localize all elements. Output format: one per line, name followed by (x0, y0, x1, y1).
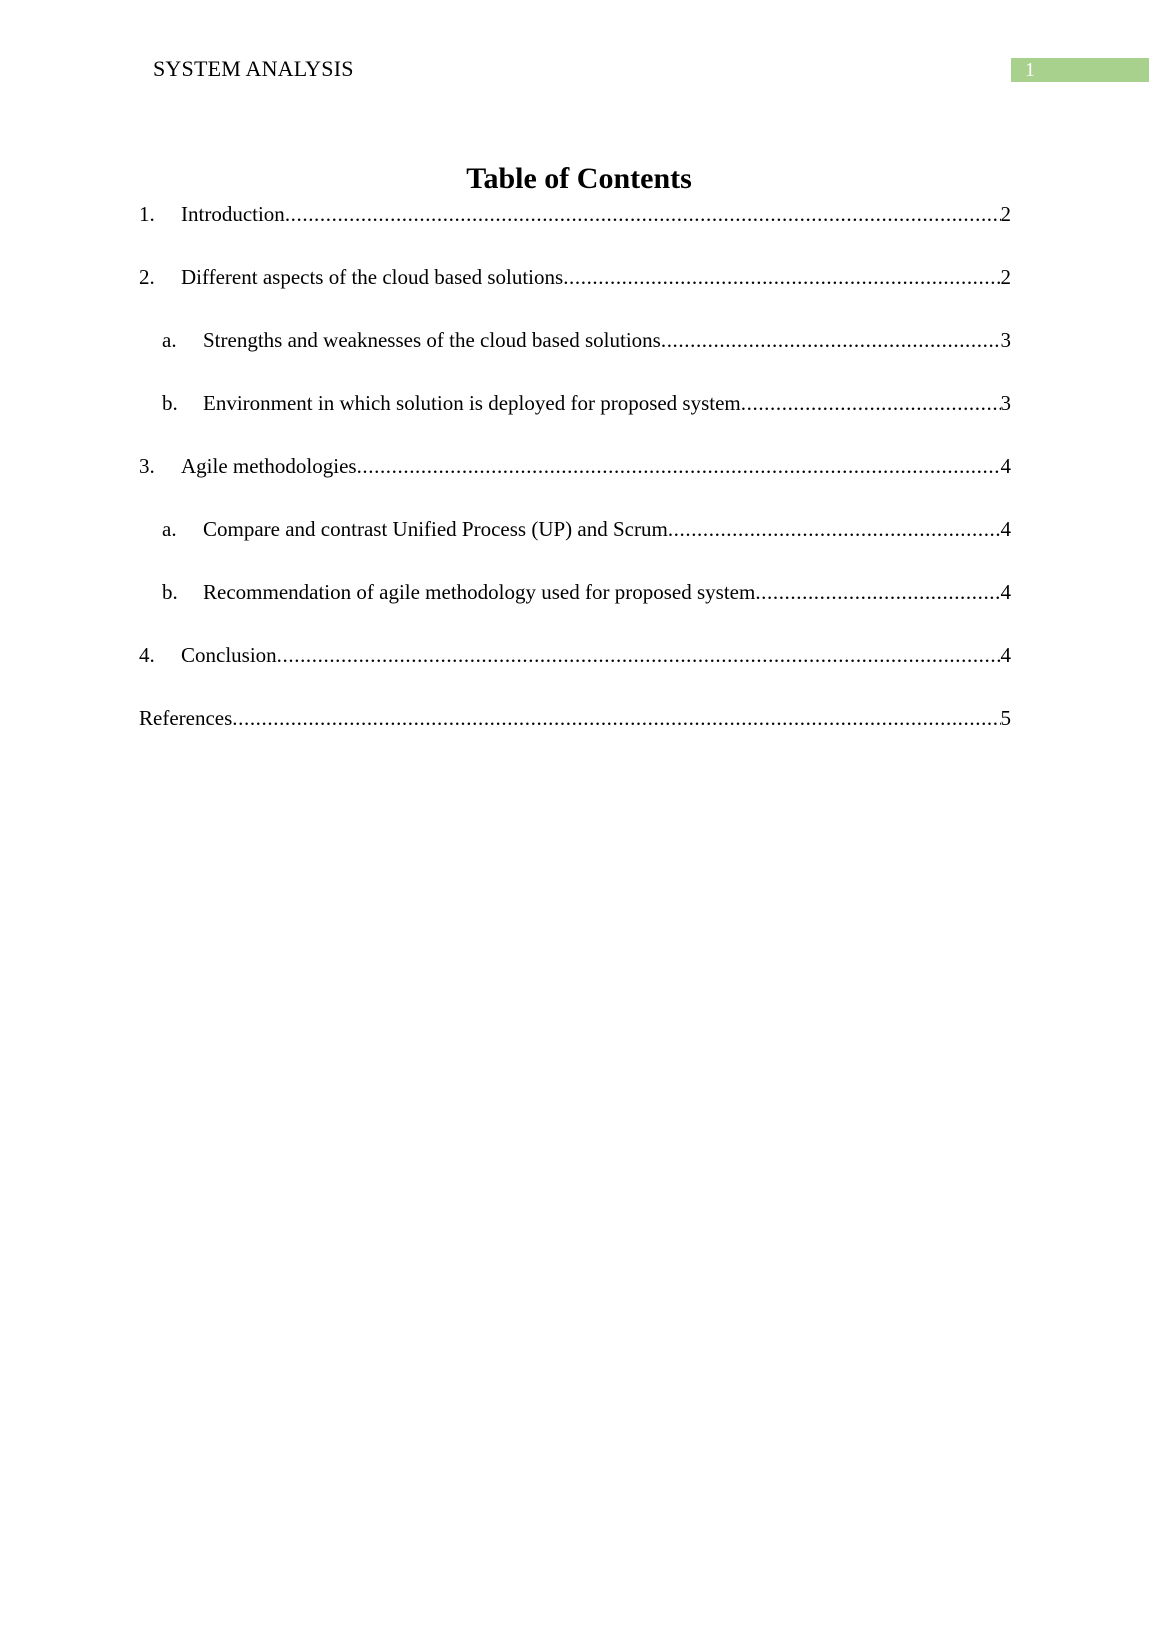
toc-entry-environment[interactable] (162, 389, 1011, 417)
toc-entry-page: 4 (1000, 643, 1011, 667)
toc-entry-recommendation[interactable] (162, 578, 1011, 606)
toc-entry-page: 3 (1000, 391, 1011, 415)
toc-entry-page: 4 (1000, 517, 1011, 541)
toc-entry-strengths-weaknesses[interactable] (162, 326, 1011, 354)
toc-dot-leader (668, 515, 1001, 543)
toc-entry-number: b. (162, 391, 178, 415)
toc-entry-text: Recommendation of agile methodology used for proposed system (203, 580, 756, 604)
toc-entry-text: Compare and contrast Unified Process (UP) and Scrum (203, 517, 668, 541)
toc-entry-number: 1. (139, 202, 155, 226)
running-header-title: SYSTEM ANALYSIS (153, 56, 354, 81)
toc-entry-page: 5 (1000, 706, 1011, 730)
toc-entry-agile-methodologies[interactable] (139, 452, 1011, 480)
toc-dot-leader (232, 704, 1000, 732)
toc-entry-page: 2 (1000, 265, 1011, 289)
page-number: 1 (1025, 59, 1035, 81)
toc-dot-leader (661, 326, 1001, 354)
toc-entry-text: Agile methodologies (181, 454, 357, 478)
toc-entry-page: 4 (1000, 580, 1011, 604)
toc-dot-leader (357, 452, 1001, 480)
toc-entry-up-vs-scrum[interactable] (162, 515, 1011, 543)
toc-entry-references[interactable] (139, 704, 1011, 732)
toc-entry-text: Strengths and weaknesses of the cloud based solutions (203, 328, 661, 352)
toc-entry-number: b. (162, 580, 178, 604)
table-of-contents (0, 0, 1158, 800)
toc-entry-text: References (139, 706, 233, 730)
toc-entry-number: 4. (139, 643, 155, 667)
toc-dot-leader (285, 200, 1001, 228)
toc-entry-text: Conclusion (181, 643, 277, 667)
toc-dot-leader (277, 641, 1001, 669)
toc-entry-number: 2. (139, 265, 155, 289)
toc-entry-page: 2 (1000, 202, 1011, 226)
toc-entry-page: 4 (1000, 454, 1011, 478)
toc-dot-leader (563, 263, 1000, 291)
toc-entry-text: Introduction (181, 202, 285, 226)
toc-entry-number: 3. (139, 454, 155, 478)
toc-dot-leader (741, 389, 1001, 417)
toc-entry-number: a. (162, 328, 177, 352)
toc-entry-cloud-aspects[interactable] (139, 263, 1011, 291)
toc-title: Table of Contents (466, 162, 692, 195)
toc-entry-conclusion[interactable] (139, 641, 1011, 669)
toc-entry-text: Different aspects of the cloud based solutions (181, 265, 564, 289)
toc-entry-number: a. (162, 517, 177, 541)
toc-entry-text: Environment in which solution is deployed for proposed system (203, 391, 741, 415)
toc-entry-page: 3 (1000, 328, 1011, 352)
toc-dot-leader (755, 578, 1000, 606)
toc-entry-introduction[interactable] (139, 200, 1011, 228)
